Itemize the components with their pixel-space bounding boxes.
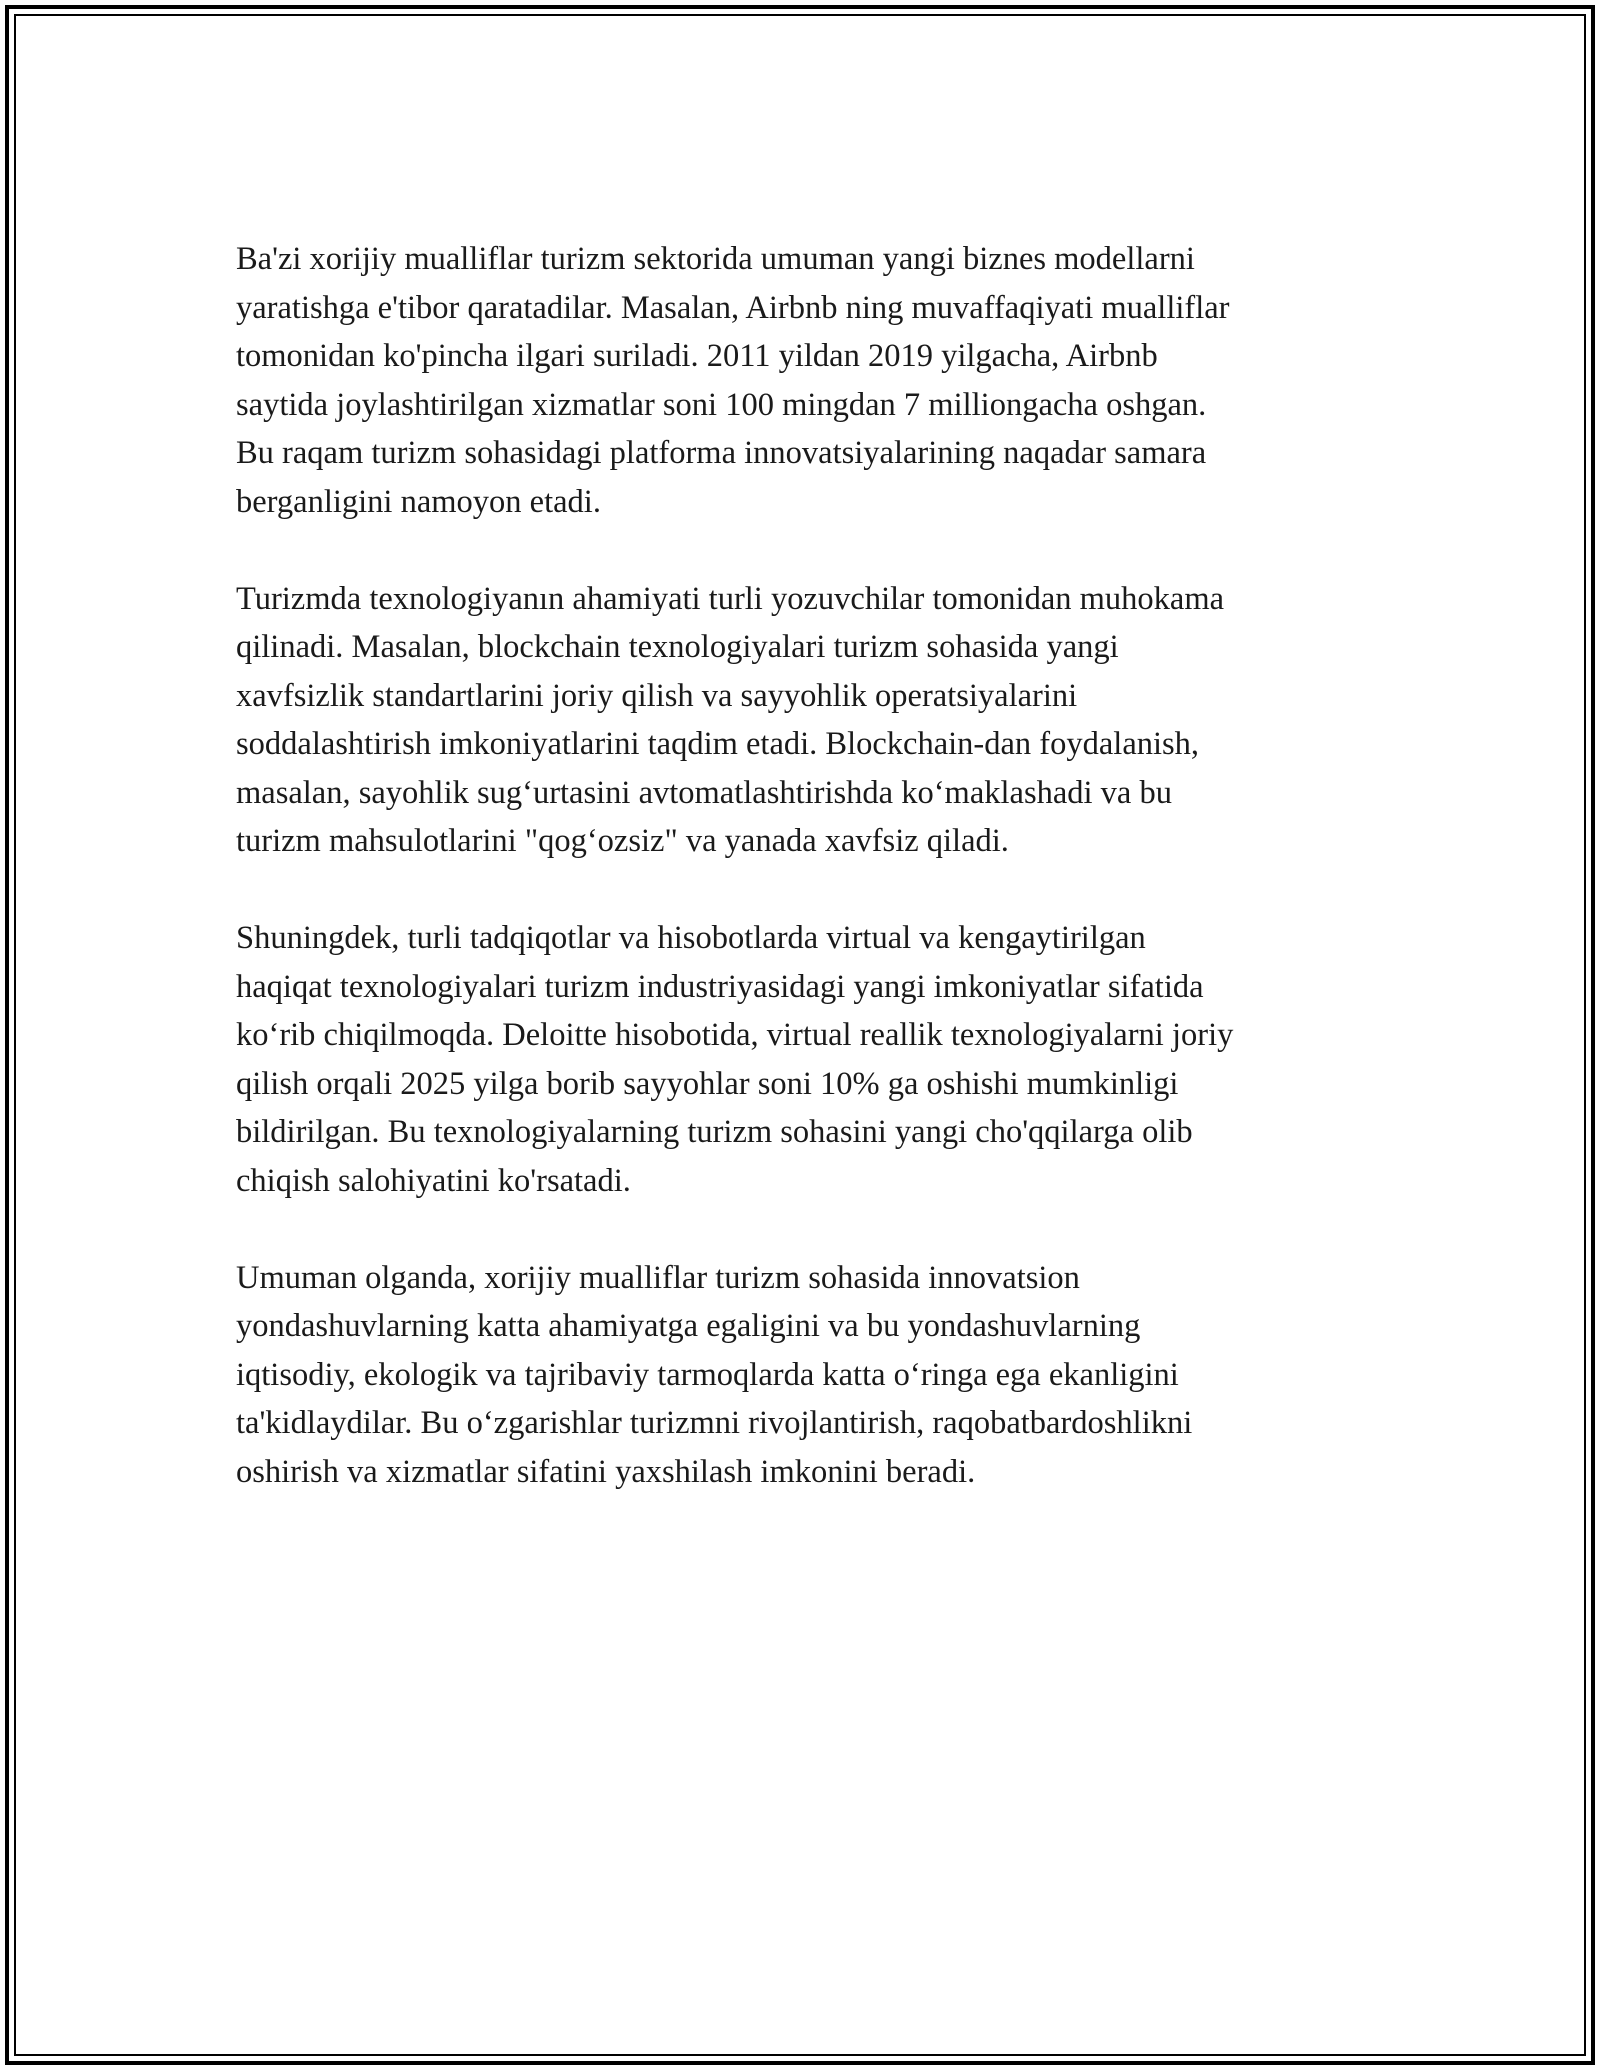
paragraph-line: Bu raqam turizm sohasidagi platforma innovatsiyalarining naqadar samara bbox=[236, 435, 1207, 471]
paragraph-line: Turizmda texnologiyanın ahamiyati turli yozuvchilar tomonidan muhokama bbox=[236, 580, 1225, 617]
paragraph-2 bbox=[236, 575, 1396, 866]
paragraph-line: Umuman olganda, xorijiy mualliflar turizm sohasida innovatsion bbox=[236, 1259, 1080, 1296]
paragraph-line: bildirilgan. Bu texnologiyalarning turizm sohasini yangi cho'qqilarga olib bbox=[236, 1114, 1193, 1150]
paragraph-line: tomonidan ko'pincha ilgari suriladi. 2011 yildan 2019 yilgacha, Airbnb bbox=[236, 338, 1158, 374]
paragraph-line: berganligini namoyon etadi. bbox=[236, 483, 601, 520]
paragraph-1 bbox=[236, 235, 1396, 526]
paragraph-line: qilish orqali 2025 yilga borib sayyohlar soni 10% ga oshishi mumkinligi bbox=[236, 1065, 1179, 1102]
paragraph-line: turizm mahsulotlarini "qog‘ozsiz" va yanada xavfsiz qiladi. bbox=[236, 823, 1009, 859]
paragraph-4 bbox=[236, 1254, 1396, 1497]
paragraph-line: chiqish salohiyatini ko'rsatadi. bbox=[236, 1162, 631, 1199]
paragraph-line: xavfsizlik standartlarini joriy qilish va sayyohlik operatsiyalarini bbox=[236, 677, 1078, 714]
paragraph-line: Shuningdek, turli tadqiqotlar va hisobotlarda virtual va kengaytirilgan bbox=[236, 920, 1146, 956]
paragraph-line: iqtisodiy, ekologik va tajribaviy tarmoqlarda katta o‘ringa ega ekanligini bbox=[236, 1356, 1179, 1393]
document-body bbox=[236, 235, 1396, 1545]
paragraph-line: masalan, sayohlik sug‘urtasini avtomatlashtirishda ko‘maklashadi va bu bbox=[236, 774, 1172, 811]
paragraph-line: yondashuvlarning katta ahamiyatga egaligini va bu yondashuvlarning bbox=[236, 1308, 1141, 1344]
paragraph-line: haqiqat texnologiyalari turizm industriyasidagi yangi imkoniyatlar sifatida bbox=[236, 968, 1204, 1005]
paragraph-line: oshirish va xizmatlar sifatini yaxshilash imkonini beradi. bbox=[236, 1453, 976, 1490]
paragraph-line: ko‘rib chiqilmoqda. Deloitte hisobotida, virtual reallik texnologiyalarni joriy bbox=[236, 1017, 1234, 1053]
paragraph-line: saytida joylashtirilgan xizmatlar soni 100 mingdan 7 milliongacha oshgan. bbox=[236, 386, 1207, 423]
paragraph-line: soddalashtirish imkoniyatlarini taqdim etadi. Blockchain-dan foydalanish, bbox=[236, 726, 1200, 762]
paragraph-line: ta'kidlaydilar. Bu o‘zgarishlar turizmni rivojlantirish, raqobatbardoshlikni bbox=[236, 1405, 1193, 1441]
paragraph-line: qilinadi. Masalan, blockchain texnologiyalari turizm sohasida yangi bbox=[236, 629, 1119, 665]
paragraph-line: Ba'zi xorijiy mualliflar turizm sektorida umuman yangi biznes modellarni bbox=[236, 241, 1195, 277]
paragraph-line: yaratishga e'tibor qaratadilar. Masalan, Airbnb ning muvaffaqiyati mualliflar bbox=[236, 289, 1230, 326]
paragraph-3 bbox=[236, 914, 1396, 1205]
